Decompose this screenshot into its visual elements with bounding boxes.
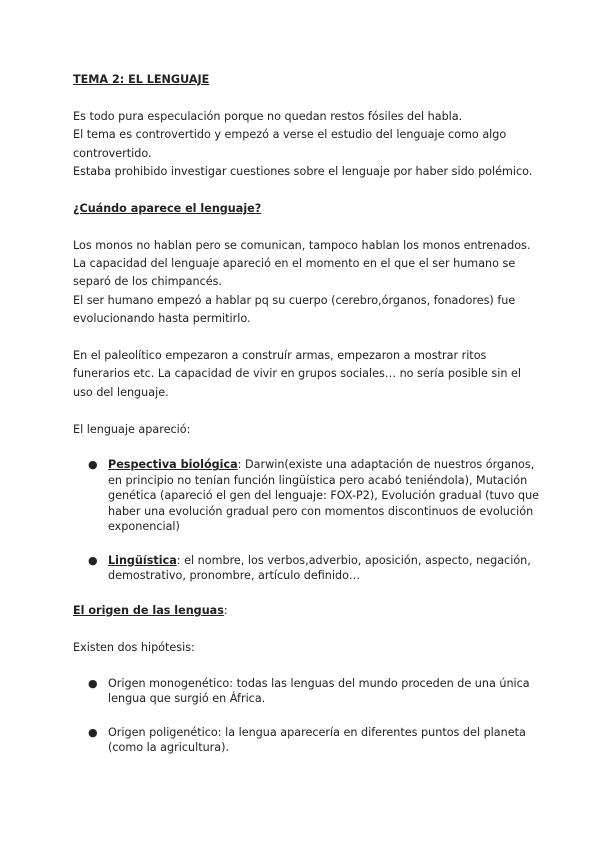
intro-line: Estaba prohibido investigar cuestiones sobre el lenguaje por haber sido polémico. [73, 165, 533, 179]
list-item [88, 457, 543, 534]
section1-bullet-list [73, 457, 543, 583]
bullet-text: : Darwin(existe una adaptación de nuestros órganos, en principio no tenían función lingüística pero acabó teniéndola), Mutación genética (apareció el gen del lenguaje: FOX-P2), Evolución gradual (tuvo que haber una evolución gradual pero con momentos discontinuos de evolución exponencial) [108, 458, 540, 534]
bullet-text: Origen poligenético: la lengua aparecería en diferentes puntos del planeta (como la agricultura). [108, 725, 526, 755]
section1-paragraph2 [73, 347, 543, 402]
lead-text: El lenguaje apareció: [73, 422, 191, 436]
bullet-icon: ● [88, 676, 98, 690]
intro-line: El tema es controvertido y empezó a verse el estudio del lenguaje como algo controvertido. [73, 128, 507, 160]
section2-bullet-list [73, 676, 543, 756]
section-heading-cuando: ¿Cuándo aparece el lenguaje? [73, 201, 262, 215]
section1-lead [73, 421, 543, 439]
bullet-icon: ● [88, 553, 98, 567]
bullet-icon: ● [88, 725, 98, 739]
section-heading-suffix: : [223, 604, 228, 618]
bullet-text: : el nombre, los verbos,adverbio, aposición, aspecto, negación, demostrativo, pronombre, artículo definido… [108, 553, 531, 583]
section2-lead [73, 639, 543, 657]
list-item [88, 553, 543, 584]
section-heading-origen [73, 602, 543, 620]
lead-text: Existen dos hipótesis: [73, 640, 195, 654]
section-heading-text: El origen de las lenguas [73, 604, 224, 618]
paragraph-line: Los monos no hablan pero se comunican, tampoco hablan los monos entrenados. [73, 238, 531, 252]
paragraph-line: La capacidad del lenguaje apareció en el momento en el que el ser humano se separó de los chimpancés. [73, 257, 516, 289]
intro-paragraph [73, 108, 543, 182]
list-item [88, 676, 543, 707]
paragraph-text: En el paleolítico empezaron a construír armas, empezaron a mostrar ritos funerarios etc. La capacidad de vivir en grupos sociales… no sería posible sin el uso del lenguaje. [73, 349, 521, 399]
paragraph-line: El ser humano empezó a hablar pq su cuerpo (cerebro,órganos, fonadores) fue evolucionando hasta permitirlo. [73, 293, 516, 326]
document-page [73, 71, 543, 774]
bullet-text: Origen monogenético: todas las lenguas del mundo proceden de una única lengua que surgió en África. [108, 676, 530, 706]
list-item [88, 725, 543, 756]
section1-paragraph1 [73, 237, 543, 329]
intro-line: Es todo pura especulación porque no quedan restos fósiles del habla. [73, 109, 463, 123]
bullet-term: Pespectiva biológica [108, 458, 238, 472]
bullet-term: Lingüística [108, 553, 177, 567]
document-title: TEMA 2: EL LENGUAJE [73, 73, 210, 86]
bullet-icon: ● [88, 458, 98, 472]
